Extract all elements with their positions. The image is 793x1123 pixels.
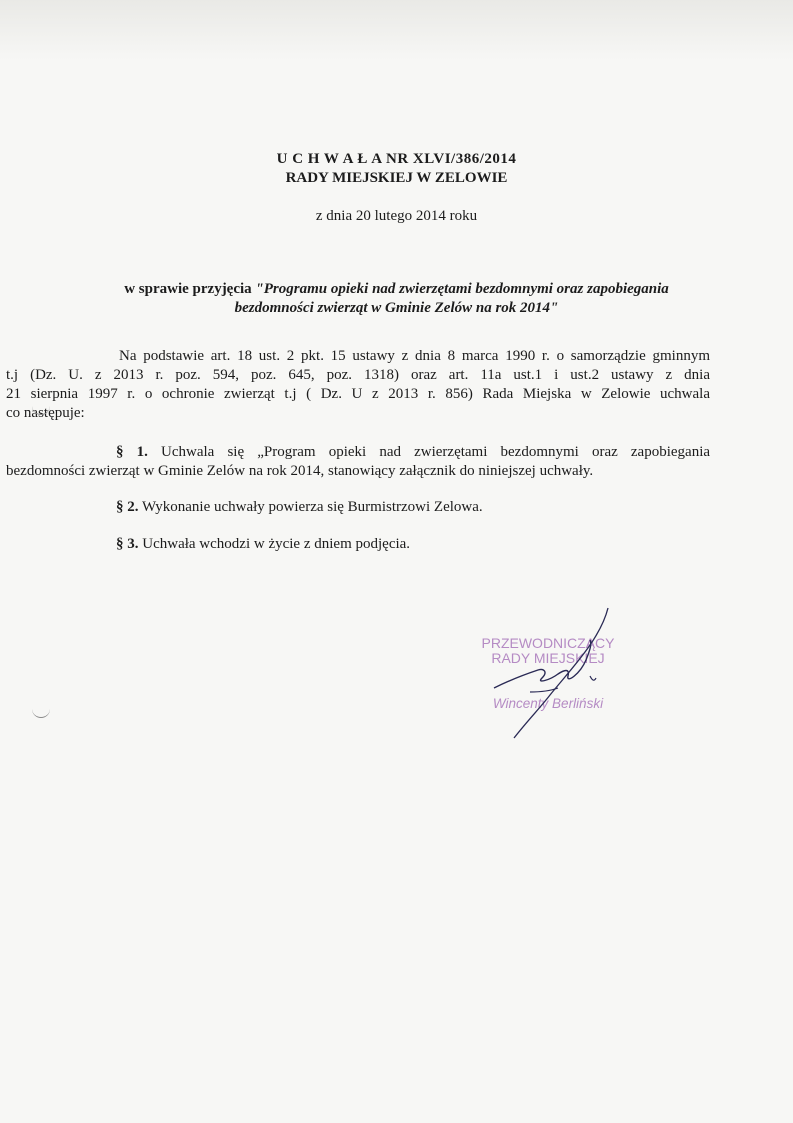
paragraph-1-number: § 1. — [116, 444, 148, 460]
paragraph-1-text: Uchwala się „Program opieki nad zwierzętami bezdomnymi oraz zapobiegania — [161, 444, 711, 460]
subject-program-line1: "Programu opieki nad zwierzętami bezdomnymi oraz zapobiegania — [255, 281, 669, 297]
resolution-date: z dnia 20 lutego 2014 roku — [315, 208, 478, 224]
paragraph-3-number: § 3. — [116, 536, 139, 552]
handwritten-signature — [440, 600, 640, 750]
council-name: RADY MIEJSKIEJ W ZELOWIE — [285, 170, 508, 186]
resolution-title — [0, 150, 793, 188]
paragraph-1-line: bezdomności zwierząt w Gminie Zelów na rok 2014, stanowiący załącznik do niniejszej uchwały. — [6, 463, 594, 479]
punch-hole-mark — [32, 705, 50, 718]
subject-program-line2: bezdomności zwierząt w Gminie Zelów na rok 2014" — [234, 300, 559, 316]
paragraph-2-number: § 2. — [116, 499, 139, 515]
legal-basis-line: co następuje: — [6, 405, 85, 421]
legal-basis-line: t.j (Dz. U. z 2013 r. poz. 594, poz. 645, poz. 1318) oraz art. 11a ust.1 i ust.2 ustawy z dnia — [6, 367, 710, 383]
paragraph-2 — [116, 498, 483, 517]
paragraph-1-line — [116, 443, 710, 462]
legal-basis-line: 21 sierpnia 1997 r. o ochronie zwierząt t.j ( Dz. U z 2013 r. 856) Rada Miejska w Zelowie uchwala — [6, 386, 710, 402]
legal-basis-line: Na podstawie art. 18 ust. 2 pkt. 15 ustawy z dnia 8 marca 1990 r. o samorządzie gminnym — [119, 348, 710, 364]
resolution-subject — [0, 280, 793, 318]
stamp-line1: PRZEWODNICZĄCY — [481, 635, 615, 651]
paragraph-3-text: Uchwała wchodzi w życie z dniem podjęcia. — [142, 536, 411, 552]
stamp-line2: RADY MIEJSKIEJ — [491, 650, 605, 666]
stamp-name: Wincenty Berliński — [492, 696, 604, 711]
paragraph-1 — [6, 443, 711, 481]
subject-lead: w sprawie przyjęcia — [124, 281, 252, 297]
scan-shadow — [0, 0, 793, 60]
paragraph-2-text: Wykonanie uchwały powierza się Burmistrzowi Zelowa. — [141, 499, 483, 515]
resolution-number: U C H W A Ł A NR XLVI/386/2014 — [276, 151, 517, 167]
paragraph-3 — [116, 535, 410, 554]
legal-basis — [6, 347, 710, 423]
